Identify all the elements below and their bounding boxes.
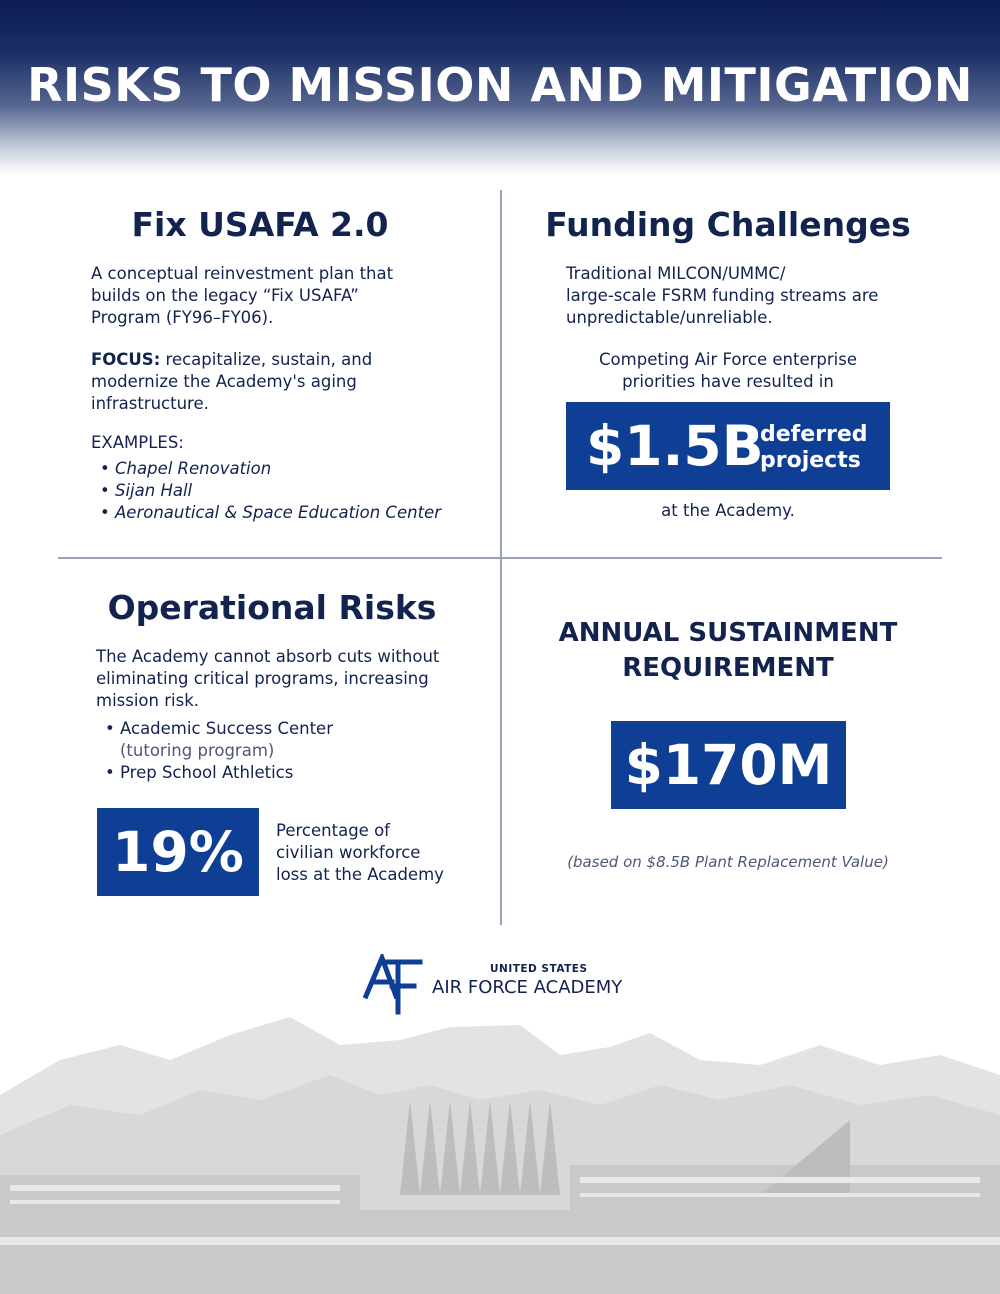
workforce-stat-label: Percentage of civilian workforce loss at the Academy <box>276 821 444 884</box>
logo-name: AIR FORCE ACADEMY <box>432 977 623 998</box>
deferred-amount: $1.5B <box>586 414 764 478</box>
horizontal-divider <box>58 557 942 559</box>
funding-title: Funding Challenges <box>545 205 911 244</box>
fix-usafa-description: A conceptual reinvestment plan that builds on the legacy “Fix USAFA” Program (FY96–FY06). <box>91 264 394 327</box>
list-item: • Aeronautical & Space Education Center <box>91 502 491 524</box>
campus-illustration <box>0 1005 1000 1294</box>
funding-description: Traditional MILCON/UMMC/ large-scale FSRM funding streams are unpredictable/unreliable. <box>566 264 879 327</box>
list-item: • Academic Success Center (tutoring program) <box>96 718 496 762</box>
list-item: • Chapel Renovation <box>91 458 491 480</box>
examples-label: EXAMPLES: <box>91 433 184 452</box>
operational-list <box>96 718 496 784</box>
sustainment-title: ANNUAL SUSTAINMENT REQUIREMENT <box>558 618 898 683</box>
logo-small-text: UNITED STATES <box>490 963 588 975</box>
workforce-stat: 19% <box>112 820 244 884</box>
sustainment-note: (based on $8.5B Plant Replacement Value) <box>567 853 889 871</box>
fix-usafa-title: Fix USAFA 2.0 <box>131 205 389 244</box>
examples-list <box>91 458 491 524</box>
list-item: • Prep School Athletics <box>96 762 496 784</box>
operational-title: Operational Risks <box>107 588 437 627</box>
header-banner <box>0 0 1000 175</box>
workforce-stat-box <box>97 808 259 896</box>
deferred-amount-box <box>566 402 890 490</box>
page-title: RISKS TO MISSION AND MITIGATION <box>27 58 973 112</box>
sustainment-amount-box <box>611 721 846 809</box>
funding-after: at the Academy. <box>661 501 795 520</box>
funding-priorities: Competing Air Force enterprise priorities have resulted in <box>599 350 857 391</box>
sustainment-amount: $170M <box>624 733 833 797</box>
list-item: • Sijan Hall <box>91 480 491 502</box>
fix-usafa-focus: FOCUS: recapitalize, sustain, and modernize the Academy's aging infrastructure. <box>91 350 373 413</box>
deferred-label: deferred projects <box>760 422 868 473</box>
operational-description: The Academy cannot absorb cuts without eliminating critical programs, increasing mission risk. <box>96 647 440 710</box>
